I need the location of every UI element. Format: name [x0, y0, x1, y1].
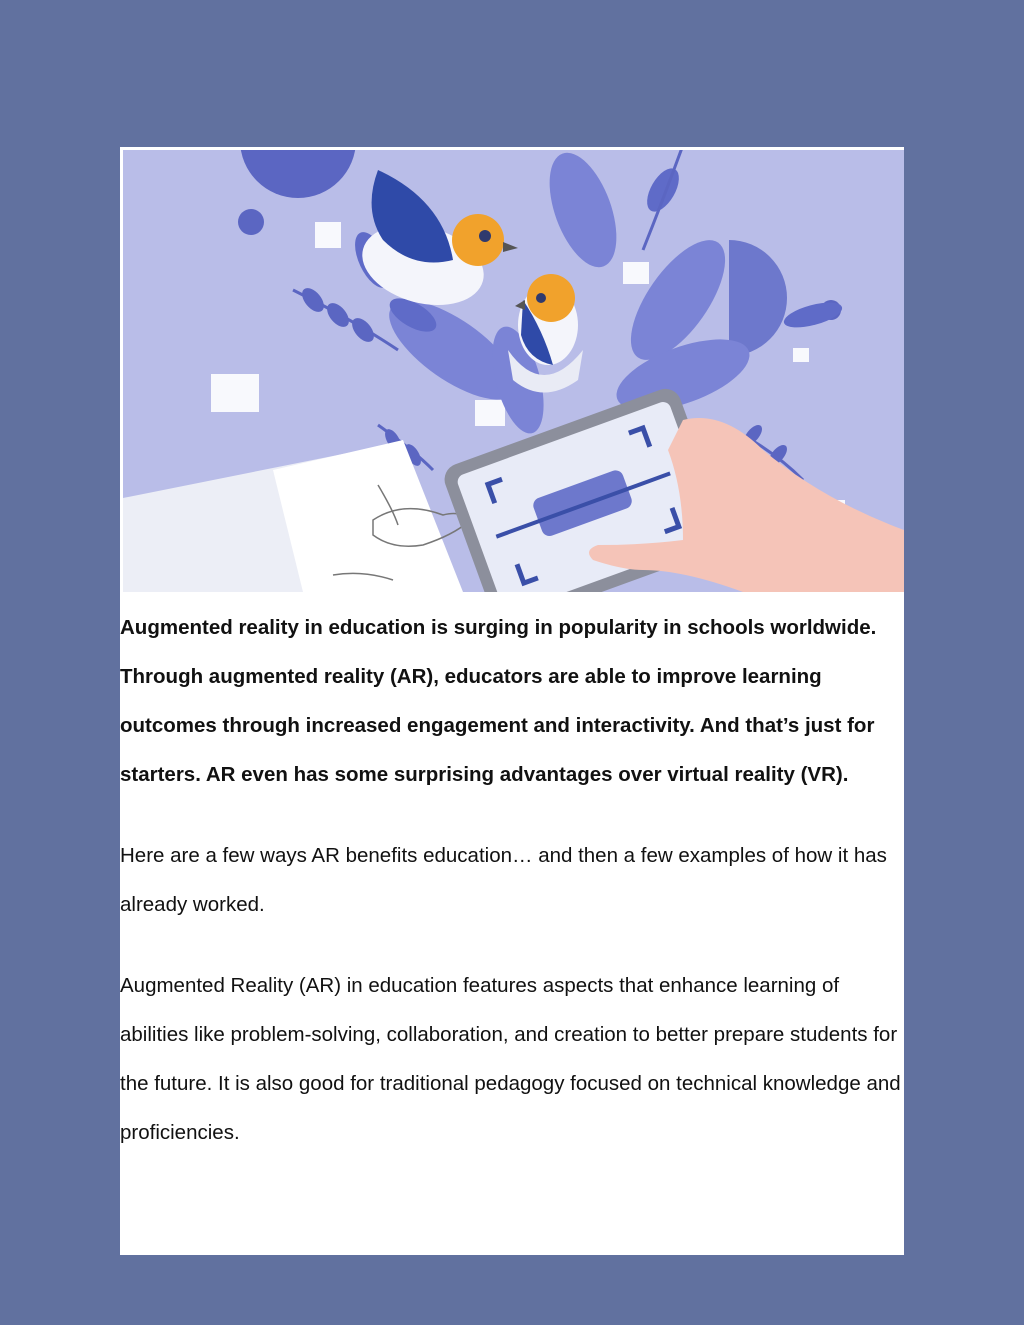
blob-shape [240, 150, 356, 198]
dot-shape [238, 209, 264, 235]
cube-shape [475, 400, 505, 426]
leaf-shape [323, 299, 353, 331]
hero-image [123, 150, 904, 592]
document-page [120, 147, 904, 1255]
intro-paragraph: Augmented reality in education is surging in popularity in schools worldwide. Through augmented reality (AR), educators are able to improve learning outcomes through increased engagement and interactivity. And that’s just for starters. AR even has some surprising advantages over virtual reality (VR). [120, 616, 877, 786]
paragraph-gap [120, 799, 904, 831]
bird-large [353, 170, 518, 318]
cube-shape [211, 374, 259, 412]
leaf-shape [536, 150, 630, 276]
paragraph-gap [120, 929, 904, 961]
cube-shape [793, 348, 809, 362]
ar-education-illustration-icon [123, 150, 904, 592]
leaf-shape [641, 163, 686, 217]
leaf-shape [348, 314, 378, 346]
half-circle-shape [729, 240, 787, 356]
leaf-shape [298, 284, 328, 316]
article-body [120, 603, 904, 1157]
cube-shape [623, 262, 649, 284]
cube-shape [315, 222, 341, 248]
features-paragraph: Augmented Reality (AR) in education features aspects that enhance learning of abilities like problem-solving, collaboration, and creation to better prepare students for the future. It is also good for traditional pedagogy focused on technical knowledge and proficiencies. [120, 974, 901, 1144]
benefits-paragraph: Here are a few ways AR benefits education… and then a few examples of how it has already worked. [120, 844, 887, 916]
